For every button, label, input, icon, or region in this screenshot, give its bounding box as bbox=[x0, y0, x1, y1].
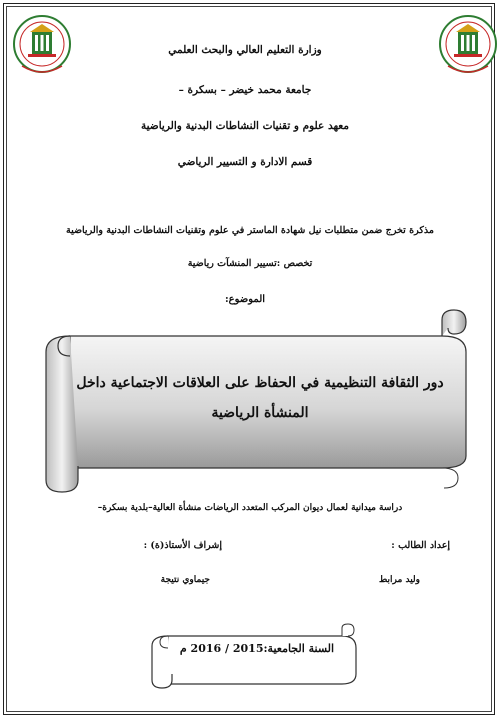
university-name: جامعة محمد خيضر – بسكرة – bbox=[178, 84, 312, 96]
institute-name: معهد علوم و تقنيات النشاطات البدنية والرياضية bbox=[141, 120, 349, 132]
study-description: دراسة ميدانية لعمال ديوان المركب المتعدد الرياضات منشأة العالية–بلدية بسكرة– bbox=[97, 503, 403, 513]
student-label: إعداد الطالب : bbox=[391, 540, 450, 551]
thesis-title-line1: دور الثقافة التنظيمية في الحفاظ على العلاقات الاجتماعية داخل bbox=[76, 375, 444, 391]
subject-label: الموضوع: bbox=[224, 294, 266, 305]
department-name: قسم الادارة و التسيير الرياضي bbox=[177, 156, 313, 168]
supervisor-label: إشراف الأستاذ(ة) : bbox=[143, 540, 222, 551]
university-seal-icon bbox=[438, 10, 498, 82]
university-seal-icon bbox=[12, 10, 72, 82]
academic-year: السنة الجامعية:2015 / 2016 م bbox=[179, 642, 335, 655]
ministry-name: وزارة التعليم العالي والبحث العلمي bbox=[168, 44, 322, 56]
thesis-title-line2: المنشأة الرياضية bbox=[211, 405, 309, 421]
thesis-title bbox=[70, 368, 450, 428]
supervisor-name: جيماوي نتيجة bbox=[160, 575, 210, 585]
student-name: وليد مرابط bbox=[379, 575, 420, 585]
academic-year-scroll bbox=[146, 622, 362, 692]
memo-description: مذكرة تخرج ضمن متطلبات نيل شهادة الماستر في علوم وتقنيات النشاطات البدنية والرياضية bbox=[66, 225, 434, 236]
specialty: تخصص :تسيير المنشآت رياضية bbox=[187, 258, 313, 269]
